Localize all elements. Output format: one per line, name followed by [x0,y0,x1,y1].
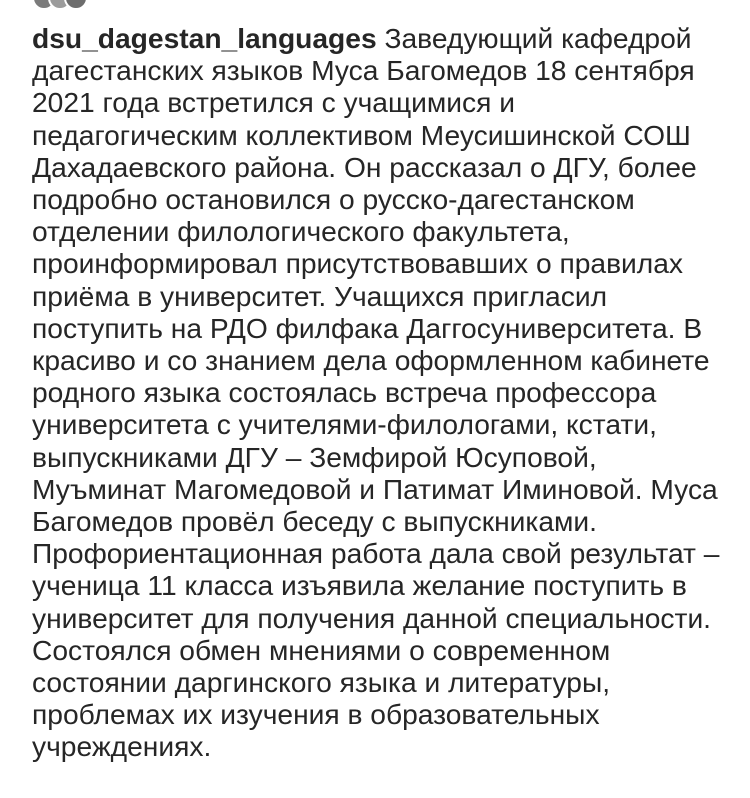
avatar[interactable] [64,0,88,10]
caption-text: Заведующий кафедрой дагестанских языков Муса Багомедов 18 сентября 2021 года встретился с учащимися и педагогическим коллективом Меусишинской СОШ Дахадаевского района. Он рассказал о ДГУ, более подробно остановился о русско-дагестанском отделении филологического факультета, проинформировал присутствовавших о правилах приёма в университет. Учащихся пригласил поступить на РДО филфака Даггосуниверситета. В красиво и со знанием дела оформленном кабинете родного языка состоялась встреча профессора университета с учителями-филологами, кстати, выпускниками ДГУ – Земфирой Юсуповой, Муъминат Магомедовой и Патимат Иминовой. Муса Багомедов провёл беседу с выпускниками. Профориентационная работа дала свой результат – ученица 11 класса изъявила желание поступить в университет для получения данной специальности. Состоялся обмен мнениями о современном состоянии даргинского языка и литературы, проблемах их изучения в образовательных учреждениях. [32,22,720,763]
post-username[interactable]: dsu_dagestan_languages [32,22,377,54]
liked-by-avatars[interactable] [32,0,102,6]
liked-by-row[interactable] [0,0,750,10]
post-caption [32,22,722,763]
